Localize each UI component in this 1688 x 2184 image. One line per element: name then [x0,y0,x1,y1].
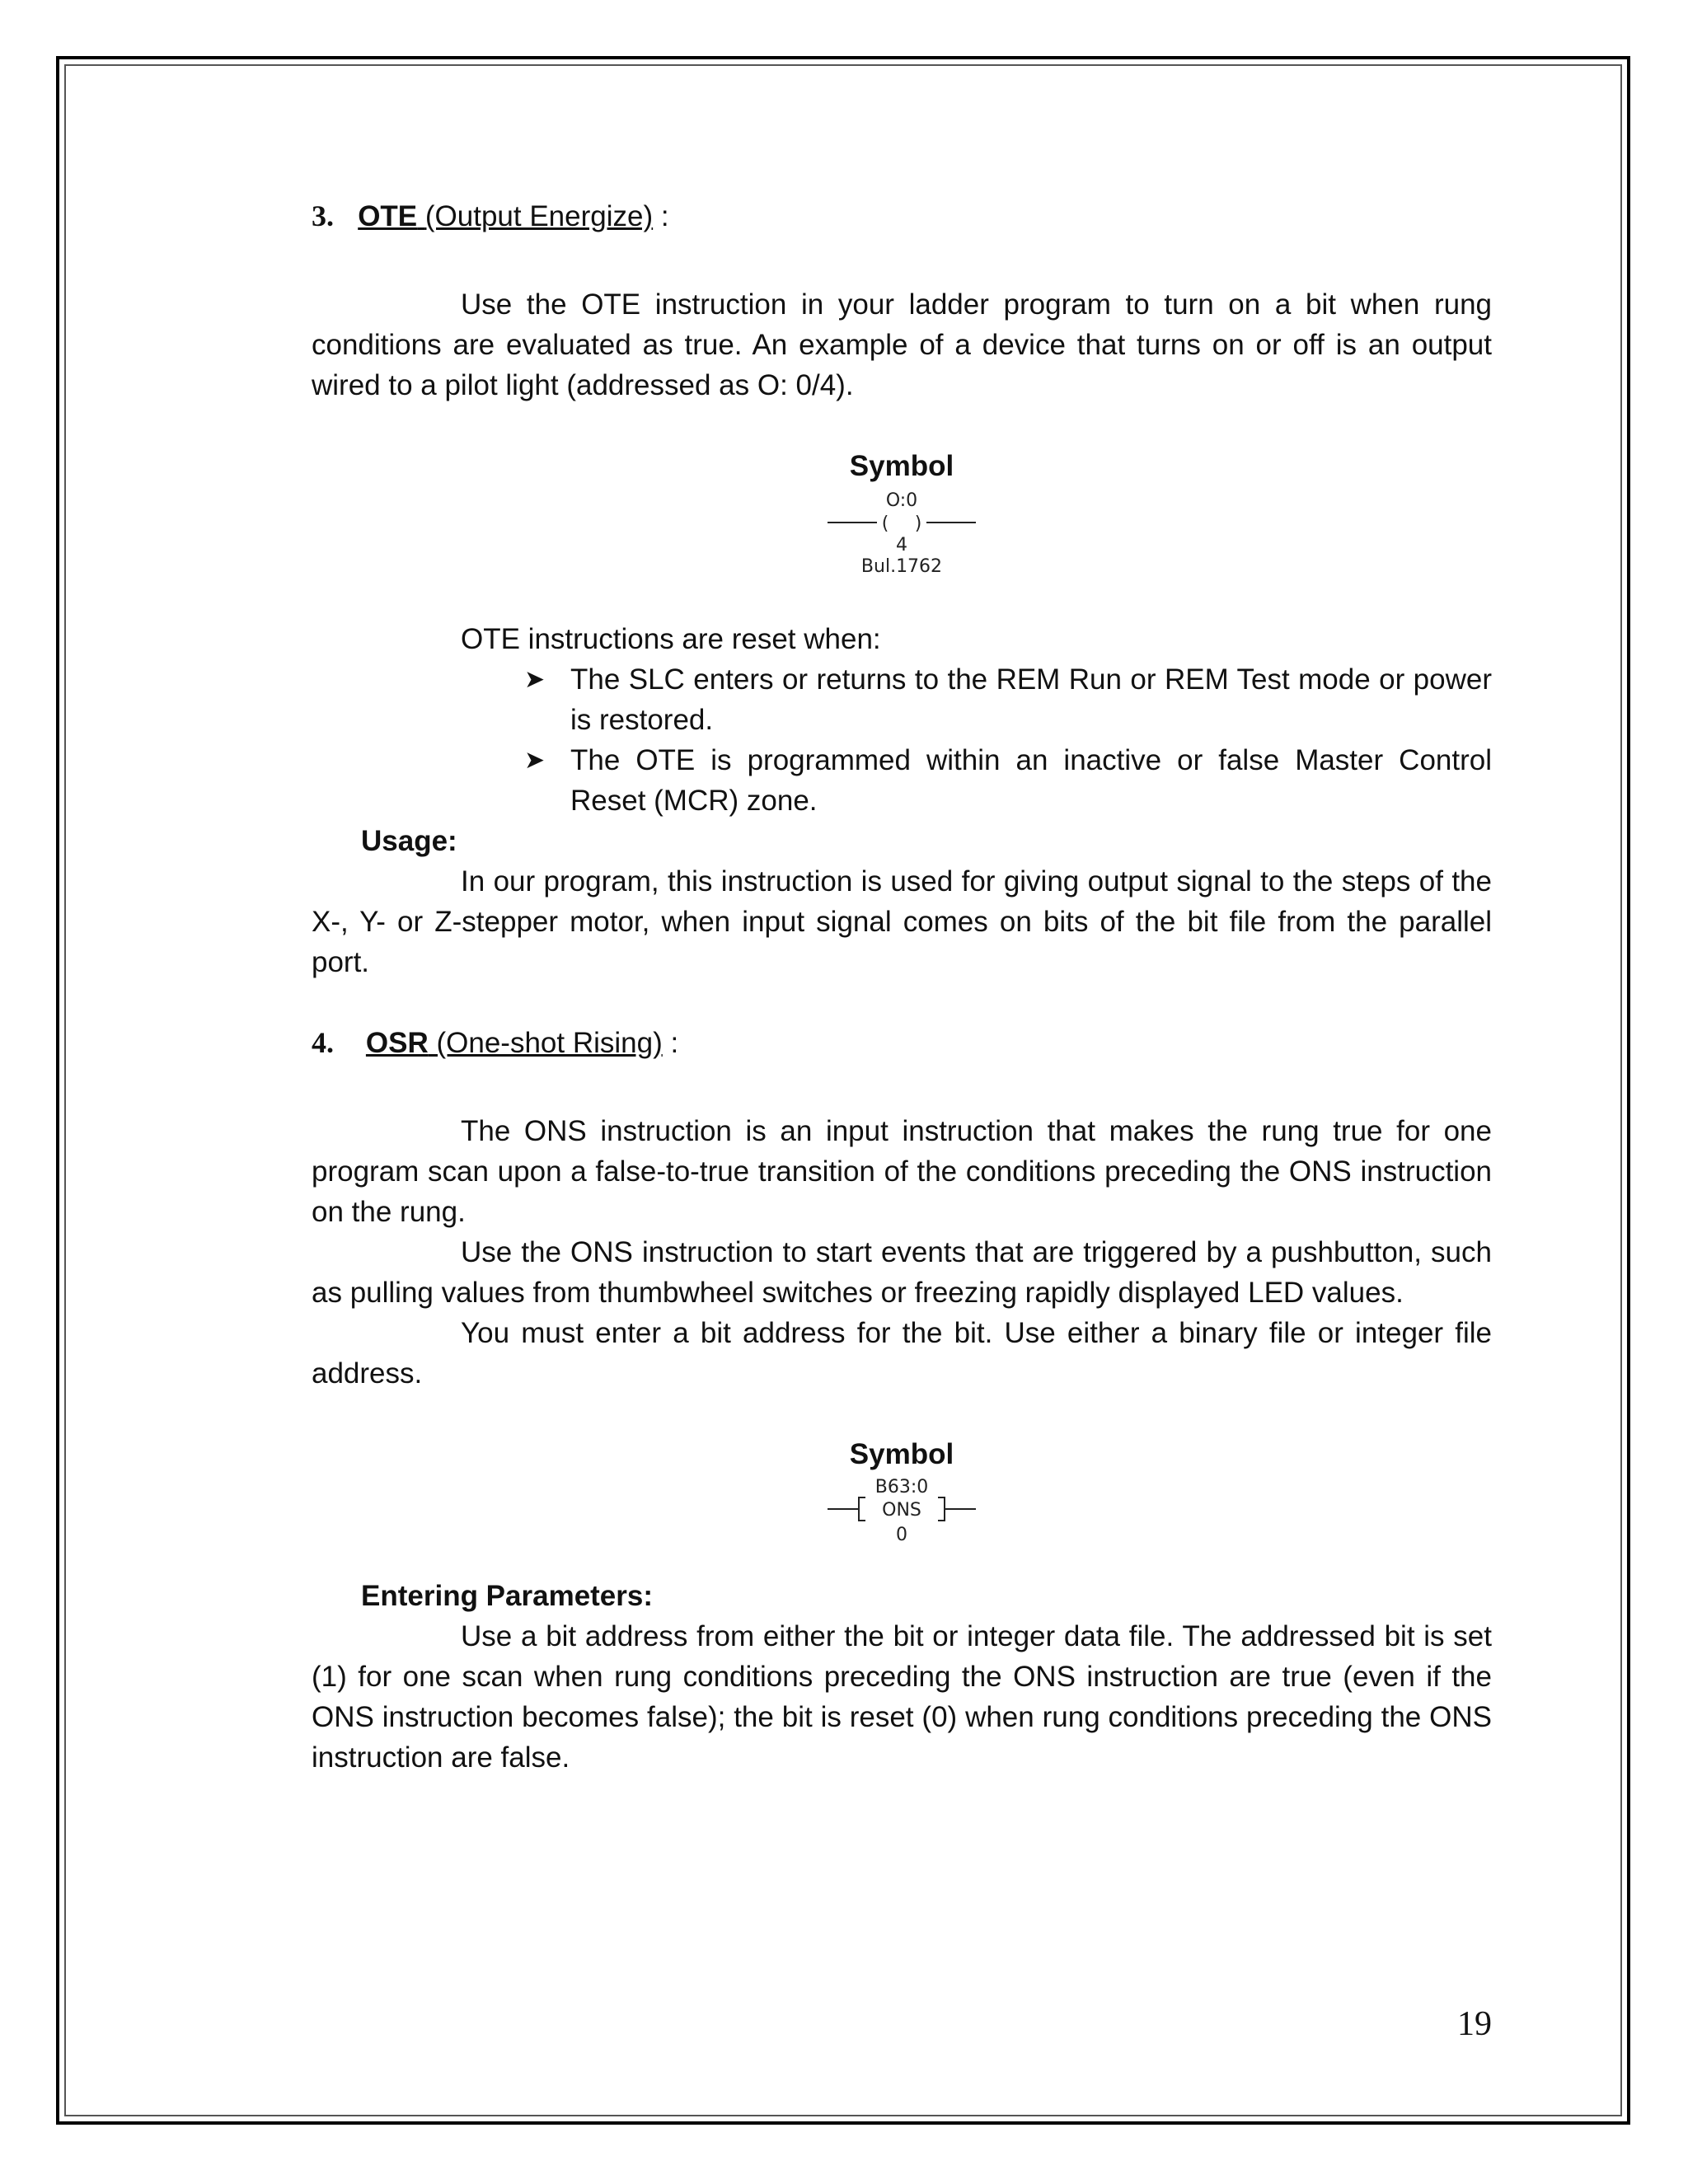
section-3-colon: : [660,200,669,232]
ote-close-paren: ) [914,513,922,534]
usage-text: In our program, this instruction is used for giving output signal to the steps of the X-, Y- or Z-stepper motor, when input signal comes on bits of the bit file from the parallel port. [312,865,1492,978]
entering-parameters-label: Entering Parameters: [361,1580,654,1612]
section-3-abbr: OTE [358,200,418,232]
section-4-colon: : [670,1027,679,1059]
ons-bit: 0 [896,1525,907,1545]
list-item: ➤ The OTE is programmed within an inactive or false Master Control Reset (MCR) zone. [524,740,1492,821]
section-3-number: 3. [312,199,334,232]
page-number: 19 [1457,2005,1492,2043]
section-4-para-1: The ONS instruction is an input instruction that makes the rung true for one program scan upon a false-to-true transition of the conditions preceding the ONS instruction on the rung. [312,1115,1492,1228]
usage-label: Usage: [361,825,457,857]
section-4-full-name: (One-shot Rising) [436,1027,663,1059]
ons-right-bracket [938,1497,945,1521]
entering-parameters-text: Use a bit address from either the bit or integer data file. The addressed bit is set (1) for one scan when rung conditions preceding the ONS instruction are true (even if the ONS instruction becomes false); the bit is reset (0) when rung conditions preceding the ONS instruction are false. [312,1620,1492,1774]
ote-symbol-diagram [819,486,984,585]
section-4-heading [312,1023,1492,1071]
ote-open-paren: ( [881,513,889,534]
section-3-full-name: (Output Energize) [424,200,654,232]
ote-reset-intro: OTE instructions are reset when: [461,623,881,655]
section-4-abbr: OSR [365,1027,429,1059]
arrow-bullet-icon: ➤ [524,747,546,774]
section-4-para-3: You must enter a bit address for the bit. Use either a binary file or integer file address. [312,1317,1492,1390]
arrow-bullet-icon: ➤ [524,666,546,693]
section-4-number: 4. [312,1026,334,1059]
section-4-para-2: Use the ONS instruction to start events that are triggered by a pushbutton, such as pulling values from thumbwheel switches or freezing rapidly displayed LED values. [312,1236,1492,1309]
section-3-intro: Use the OTE instruction in your ladder program to turn on a bit when rung conditions are evaluated as true. An example of a device that turns on or off is an output wired to a pilot light (addressed as O: 0/4). [312,288,1492,401]
ons-symbol-diagram [819,1474,984,1549]
ote-symbol [312,486,1492,596]
ote-bit: 4 [896,535,907,555]
list-item: ➤ The SLC enters or returns to the REM Run or REM Test mode or power is restored. [524,659,1492,740]
ote-reset-list [524,659,1492,821]
ons-left-bracket [859,1497,865,1521]
section-3-symbol-title: Symbol [849,450,954,482]
ote-address: O:0 [885,490,918,511]
ons-symbol [312,1474,1492,1559]
ons-label: ONS [882,1500,921,1521]
section-4-symbol-title: Symbol [849,1438,954,1470]
ons-address: B63:0 [874,1477,929,1497]
ote-module: Bul.1762 [860,556,943,577]
section-3-heading [312,196,1492,244]
page-content [312,196,1492,1778]
